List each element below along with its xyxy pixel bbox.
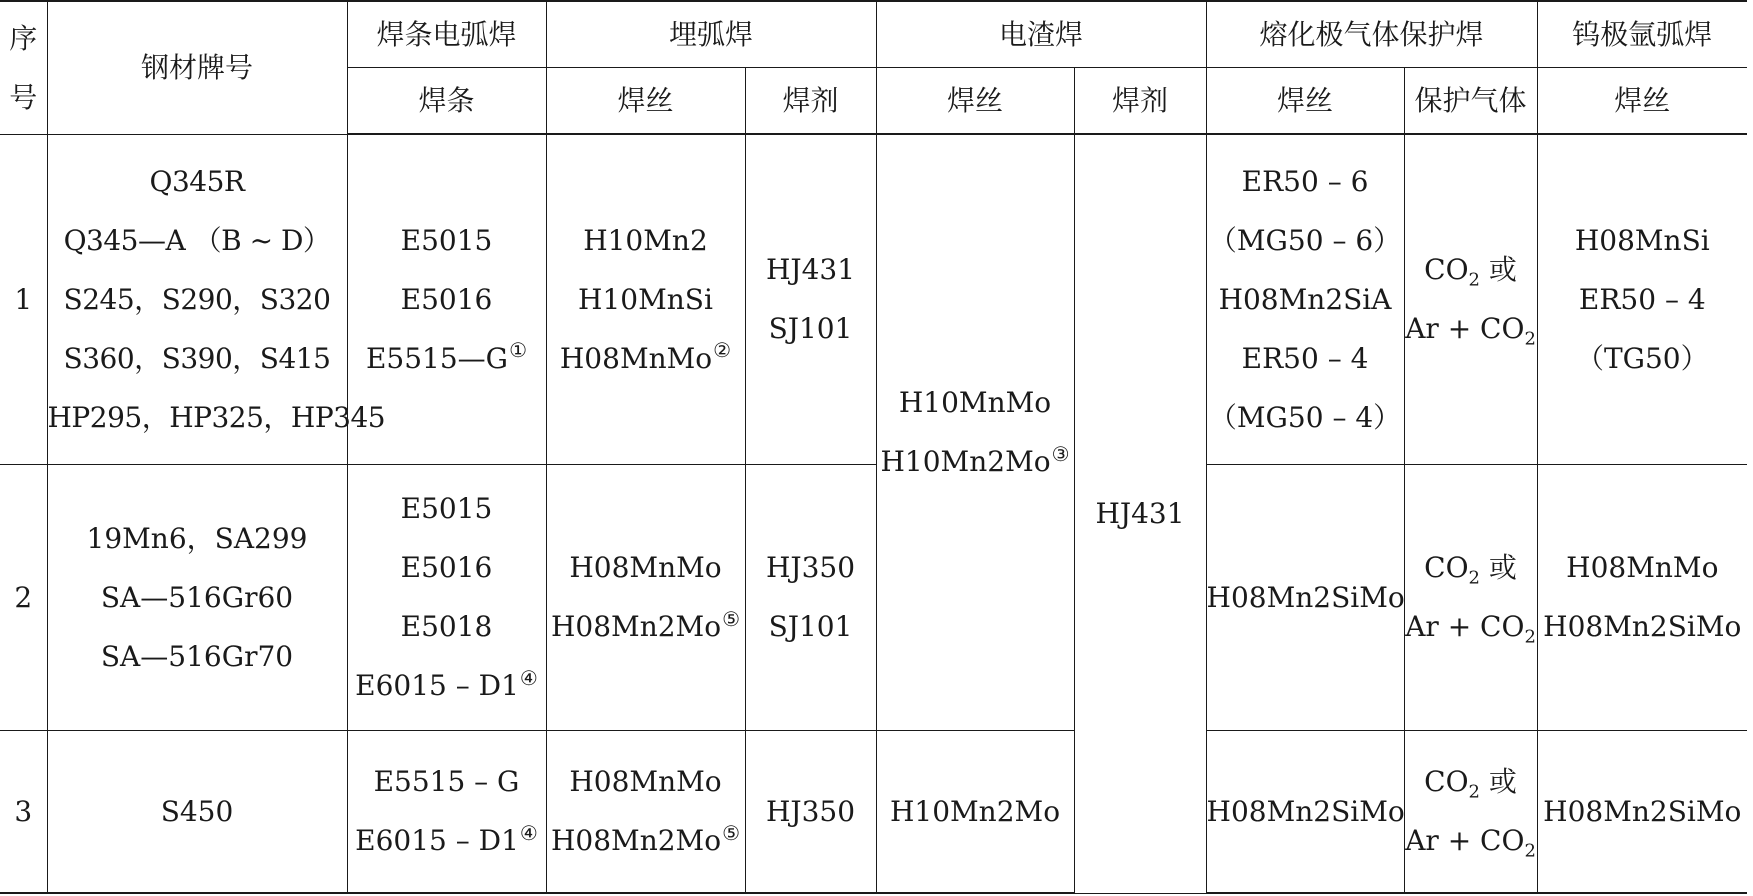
row1-saw-flux-line: HJ431: [765, 253, 856, 287]
header-saw: 埋弧焊: [546, 1, 876, 67]
row2-gtaw-wire-line: H08Mn2SiMo: [1543, 610, 1742, 643]
gas-mix: Ar + CO: [1405, 610, 1525, 643]
gas-mix-line: [1405, 811, 1537, 870]
row2-steel-line: 19Mn6，SA299: [86, 521, 308, 555]
note-mark: ①: [509, 338, 527, 363]
row3-electrode-line: E5515 – G: [373, 765, 520, 799]
row3-saw-flux: HJ350: [745, 730, 876, 893]
header-smaw: 焊条电弧焊: [347, 1, 546, 67]
row3-electrode-line: [348, 811, 546, 870]
gas-mix: Ar + CO: [1405, 312, 1525, 346]
row3-electrode-text: E6015 – D1: [355, 824, 519, 858]
row2-saw-wire: [546, 464, 745, 730]
row2-gmaw-wire: H08Mn2SiMo: [1206, 464, 1404, 730]
row1-steel-line: S360，S390，S415: [63, 341, 331, 375]
row2-seq: 2: [0, 464, 47, 730]
row2-saw-flux: [745, 464, 876, 730]
row2-electrode-line: [348, 656, 546, 715]
gas-mix-line: [1405, 299, 1537, 358]
gas-co2: CO: [1424, 765, 1469, 799]
gas-co2-line: [1405, 240, 1537, 299]
row1-saw-wire-line: [547, 329, 745, 388]
gas-sub: 2: [1524, 840, 1536, 862]
row2-saw-flux-line: HJ350: [765, 551, 856, 584]
row2-saw-flux-line: SJ101: [768, 610, 853, 643]
esw-wire-line: [877, 432, 1074, 491]
row2-gtaw-wire-line: H08MnMo: [1566, 551, 1719, 584]
row1-gtaw-wire-line: （TG50）: [1575, 341, 1709, 375]
gas-sub: 2: [1468, 781, 1480, 803]
row3-saw-wire: [546, 730, 745, 893]
gas-sub: 2: [1468, 567, 1480, 589]
row1-gmaw-wire-line: （MG50 – 4）: [1208, 400, 1402, 434]
row1-gmaw-wire: [1206, 134, 1404, 464]
gas-sub: 2: [1524, 626, 1536, 648]
header-gtaw: 钨极氩弧焊: [1537, 1, 1747, 67]
row1-gmaw-wire-line: （MG50 – 6）: [1208, 223, 1402, 257]
gas-mix: Ar + CO: [1405, 824, 1525, 858]
row2-steel-line: SA—516Gr60: [100, 580, 294, 614]
row1-saw-flux: [745, 134, 876, 464]
row2-steel: [47, 464, 347, 730]
row3-electrode: [347, 730, 546, 893]
gas-or: 或: [1488, 551, 1517, 584]
row2-electrode-text: E6015 – D1: [355, 669, 519, 702]
header-esw-flux: 焊剂: [1074, 67, 1206, 134]
gas-co2: CO: [1424, 551, 1469, 584]
esw-wire-text: H10Mn2Mo: [880, 445, 1051, 479]
row3-saw-wire-line: [547, 811, 745, 870]
header-gmaw-wire: 焊丝: [1206, 67, 1404, 134]
row1-gas: [1404, 134, 1537, 464]
header-electrode: 焊条: [347, 67, 546, 134]
row1-saw-wire-line: H10MnSi: [578, 282, 713, 316]
gas-co2-line: [1405, 538, 1537, 597]
esw-shared-wire: [876, 134, 1074, 730]
header-gtaw-wire: 焊丝: [1537, 67, 1747, 134]
header-seq: [0, 1, 47, 134]
row1-gmaw-wire-line: ER50 – 4: [1241, 341, 1369, 375]
row3-seq: 3: [0, 730, 47, 893]
row2-electrode-line: E5015: [400, 492, 493, 525]
esw-wire-line: H10MnMo: [898, 386, 1052, 420]
note-mark: ③: [1051, 441, 1070, 466]
header-esw-wire: 焊丝: [876, 67, 1074, 134]
row3-saw-wire-text: H08Mn2Mo: [550, 824, 722, 858]
row1-steel: [47, 134, 386, 464]
row1-saw-flux-line: SJ101: [768, 312, 853, 346]
row1-gtaw-wire-line: ER50 – 4: [1578, 282, 1706, 316]
row3-steel: S450: [47, 730, 347, 893]
row3-gmaw-wire: H08Mn2SiMo: [1206, 730, 1404, 893]
row1-electrode-line: E5016: [400, 282, 493, 316]
esw-shared-flux: HJ431: [1074, 134, 1206, 893]
row3-esw-wire: H10Mn2Mo: [876, 730, 1074, 893]
row2-saw-wire-line: [547, 597, 745, 656]
row3-gtaw-wire: H08Mn2SiMo: [1537, 730, 1747, 893]
row1-saw-wire-text: H08MnMo: [559, 341, 713, 375]
header-gmaw: 熔化极气体保护焊: [1206, 1, 1537, 67]
row3-gas: [1404, 730, 1537, 893]
row2-electrode: [347, 464, 546, 730]
table-row: [0, 134, 1747, 464]
header-seq-line1: 序: [9, 21, 38, 55]
header-steel-grade: 钢材牌号: [47, 1, 347, 134]
gas-co2: CO: [1424, 253, 1469, 287]
row1-steel-line: Q345—A （B ~ D）: [63, 223, 331, 257]
table-row: [0, 730, 1747, 893]
row1-steel-line: HP295，HP325，HP345: [47, 400, 386, 434]
row3-saw-wire-line: H08MnMo: [569, 765, 722, 799]
header-row-1: [0, 1, 1747, 67]
row2-steel-line: SA—516Gr70: [100, 639, 294, 673]
note-mark: ⑤: [722, 820, 741, 845]
header-saw-flux: 焊剂: [745, 67, 876, 134]
row2-electrode-line: E5018: [400, 610, 493, 643]
note-mark: ⑤: [722, 606, 741, 631]
row2-electrode-line: E5016: [400, 551, 493, 584]
row1-electrode-line: [348, 329, 546, 388]
row1-saw-wire: [546, 134, 745, 464]
note-mark: ④: [519, 665, 538, 690]
gas-or: 或: [1488, 253, 1517, 287]
row2-gas: [1404, 464, 1537, 730]
header-saw-wire: 焊丝: [546, 67, 745, 134]
row2-gtaw-wire: [1537, 464, 1747, 730]
row2-saw-wire-text: H08Mn2Mo: [550, 610, 722, 643]
gas-sub: 2: [1468, 269, 1480, 291]
header-seq-line2: 号: [9, 80, 38, 114]
row1-steel-line: Q345R: [149, 164, 245, 198]
gas-sub: 2: [1524, 328, 1536, 350]
gas-or: 或: [1488, 765, 1517, 799]
row1-gmaw-wire-line: H08Mn2SiA: [1218, 282, 1392, 316]
row1-saw-wire-line: H10Mn2: [583, 223, 708, 257]
gas-co2-line: [1405, 752, 1537, 811]
row1-steel-line: S245，S290，S320: [63, 282, 331, 316]
row1-electrode-line: E5015: [400, 223, 493, 257]
note-mark: ②: [713, 338, 732, 363]
table-row: [0, 464, 1747, 730]
header-gmaw-gas: 保护气体: [1404, 67, 1537, 134]
note-mark: ④: [519, 820, 538, 845]
header-esw: 电渣焊: [876, 1, 1206, 67]
row1-gmaw-wire-line: ER50 – 6: [1241, 164, 1369, 198]
gas-mix-line: [1405, 597, 1537, 656]
row1-electrode-text: E5515—G: [365, 341, 509, 375]
row1-gtaw-wire: [1537, 134, 1747, 464]
row2-saw-wire-line: H08MnMo: [569, 551, 722, 584]
row1-seq: 1: [0, 134, 47, 464]
row1-gtaw-wire-line: H08MnSi: [1574, 223, 1710, 257]
